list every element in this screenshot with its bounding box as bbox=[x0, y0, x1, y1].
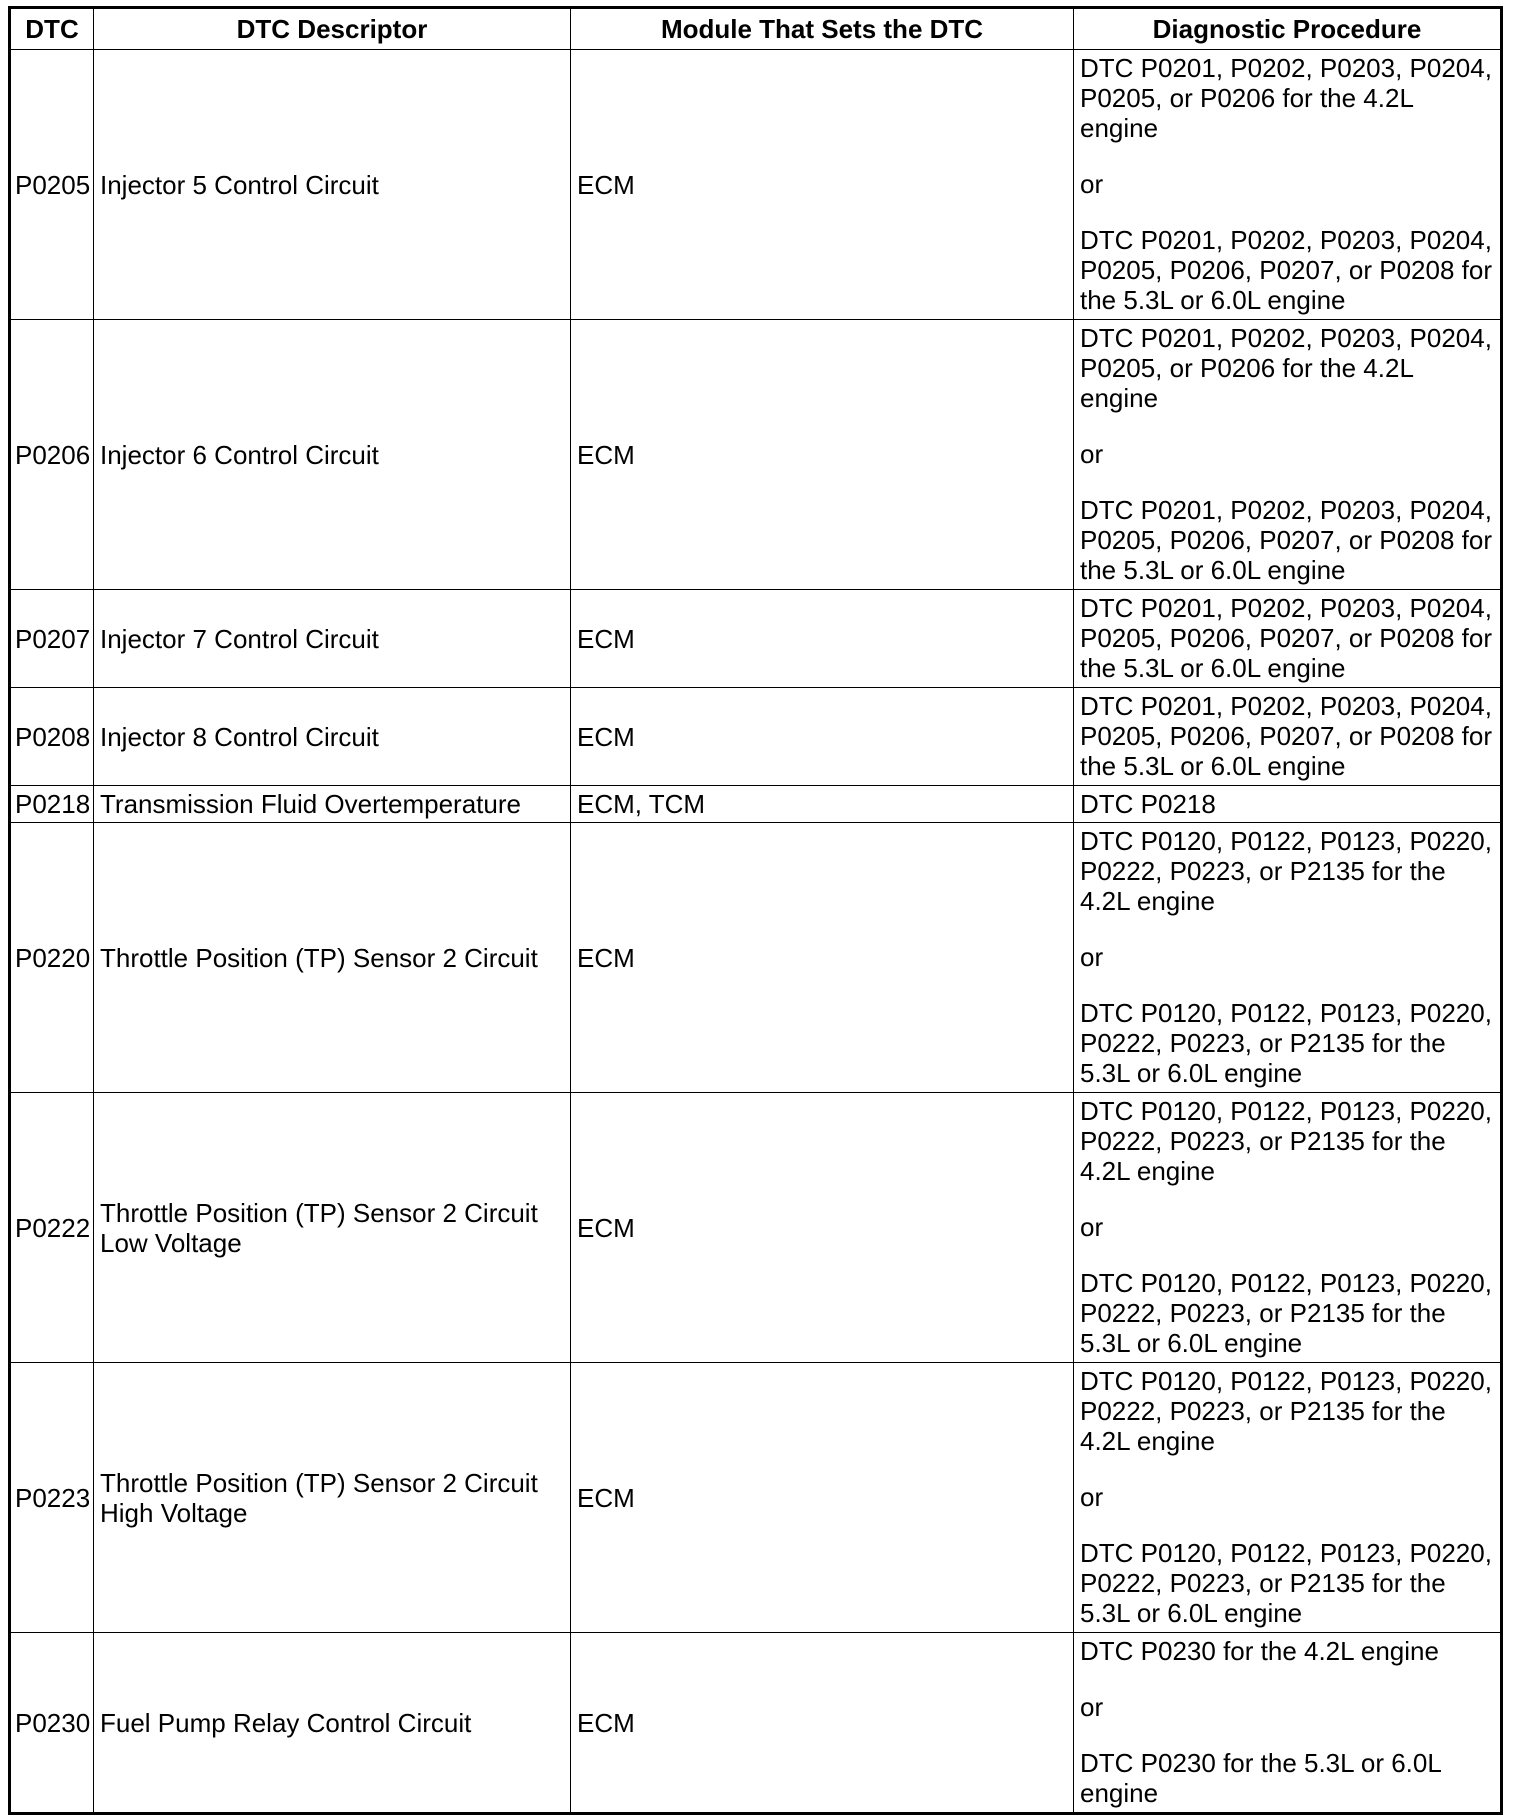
diagnostic-procedure bbox=[1074, 590, 1502, 688]
header-diagnostic-procedure: Diagnostic Procedure bbox=[1074, 8, 1502, 50]
dtc-descriptor: Throttle Position (TP) Sensor 2 Circuit bbox=[94, 823, 571, 1093]
procedure-text: or bbox=[1080, 439, 1104, 469]
procedure-text: DTC P0201, P0202, P0203, P0204, P0205, P0206, P0207, or P0208 for the 5.3L or 6.0L engine bbox=[1080, 225, 1492, 315]
procedure-text: DTC P0120, P0122, P0123, P0220, P0222, P0223, or P2135 for the 5.3L or 6.0L engine bbox=[1080, 1538, 1492, 1628]
table-row bbox=[10, 823, 1502, 1093]
setting-module: ECM bbox=[571, 823, 1074, 1093]
header-dtc: DTC bbox=[10, 8, 94, 50]
table-row bbox=[10, 786, 1502, 823]
procedure-text: DTC P0201, P0202, P0203, P0204, P0205, P0206, P0207, or P0208 for the 5.3L or 6.0L engine bbox=[1080, 691, 1492, 781]
header-dtc-descriptor: DTC Descriptor bbox=[94, 8, 571, 50]
setting-module: ECM bbox=[571, 1363, 1074, 1633]
dtc-descriptor: Injector 8 Control Circuit bbox=[94, 688, 571, 786]
dtc-descriptor: Throttle Position (TP) Sensor 2 Circuit Low Voltage bbox=[94, 1093, 571, 1363]
table-header-row bbox=[10, 8, 1502, 50]
procedure-text: DTC P0201, P0202, P0203, P0204, P0205, P0206, P0207, or P0208 for the 5.3L or 6.0L engine bbox=[1080, 495, 1492, 585]
table-row bbox=[10, 1093, 1502, 1363]
diagnostic-procedure bbox=[1074, 688, 1502, 786]
dtc-descriptor: Fuel Pump Relay Control Circuit bbox=[94, 1633, 571, 1814]
procedure-text: DTC P0218 bbox=[1080, 789, 1216, 819]
setting-module: ECM bbox=[571, 320, 1074, 590]
table-row bbox=[10, 320, 1502, 590]
table-row bbox=[10, 50, 1502, 320]
setting-module: ECM bbox=[571, 1633, 1074, 1814]
dtc-code: P0222 bbox=[10, 1093, 94, 1363]
dtc-code: P0206 bbox=[10, 320, 94, 590]
diagnostic-procedure bbox=[1074, 823, 1502, 1093]
setting-module: ECM bbox=[571, 590, 1074, 688]
dtc-code: P0205 bbox=[10, 50, 94, 320]
dtc-table bbox=[8, 6, 1503, 1815]
procedure-text: DTC P0230 for the 5.3L or 6.0L engine bbox=[1080, 1748, 1441, 1808]
dtc-code: P0230 bbox=[10, 1633, 94, 1814]
table-row bbox=[10, 590, 1502, 688]
procedure-text: DTC P0201, P0202, P0203, P0204, P0205, or P0206 for the 4.2L engine bbox=[1080, 53, 1492, 143]
dtc-code: P0208 bbox=[10, 688, 94, 786]
header-module: Module That Sets the DTC bbox=[571, 8, 1074, 50]
procedure-text: DTC P0120, P0122, P0123, P0220, P0222, P0223, or P2135 for the 4.2L engine bbox=[1080, 826, 1492, 916]
procedure-text: DTC P0120, P0122, P0123, P0220, P0222, P0223, or P2135 for the 5.3L or 6.0L engine bbox=[1080, 998, 1492, 1088]
dtc-code: P0207 bbox=[10, 590, 94, 688]
procedure-text: or bbox=[1080, 1212, 1104, 1242]
procedure-text: DTC P0201, P0202, P0203, P0204, P0205, P0206, P0207, or P0208 for the 5.3L or 6.0L engine bbox=[1080, 593, 1492, 683]
table-row bbox=[10, 1633, 1502, 1814]
table-row bbox=[10, 688, 1502, 786]
dtc-descriptor: Injector 5 Control Circuit bbox=[94, 50, 571, 320]
diagnostic-procedure bbox=[1074, 1093, 1502, 1363]
procedure-text: or bbox=[1080, 942, 1104, 972]
diagnostic-procedure bbox=[1074, 320, 1502, 590]
setting-module: ECM, TCM bbox=[571, 786, 1074, 823]
setting-module: ECM bbox=[571, 688, 1074, 786]
procedure-text: DTC P0120, P0122, P0123, P0220, P0222, P0223, or P2135 for the 5.3L or 6.0L engine bbox=[1080, 1268, 1492, 1358]
diagnostic-procedure bbox=[1074, 50, 1502, 320]
dtc-descriptor: Throttle Position (TP) Sensor 2 Circuit High Voltage bbox=[94, 1363, 571, 1633]
diagnostic-procedure bbox=[1074, 1633, 1502, 1814]
procedure-text: or bbox=[1080, 1692, 1104, 1722]
dtc-descriptor: Transmission Fluid Overtemperature bbox=[94, 786, 571, 823]
dtc-descriptor: Injector 6 Control Circuit bbox=[94, 320, 571, 590]
procedure-text: DTC P0120, P0122, P0123, P0220, P0222, P0223, or P2135 for the 4.2L engine bbox=[1080, 1366, 1492, 1456]
dtc-code: P0223 bbox=[10, 1363, 94, 1633]
procedure-text: or bbox=[1080, 1482, 1104, 1512]
procedure-text: DTC P0230 for the 4.2L engine bbox=[1080, 1636, 1439, 1666]
setting-module: ECM bbox=[571, 50, 1074, 320]
diagnostic-procedure bbox=[1074, 786, 1502, 823]
dtc-code: P0220 bbox=[10, 823, 94, 1093]
procedure-text: DTC P0201, P0202, P0203, P0204, P0205, or P0206 for the 4.2L engine bbox=[1080, 323, 1492, 413]
dtc-code: P0218 bbox=[10, 786, 94, 823]
procedure-text: or bbox=[1080, 169, 1104, 199]
setting-module: ECM bbox=[571, 1093, 1074, 1363]
procedure-text: DTC P0120, P0122, P0123, P0220, P0222, P0223, or P2135 for the 4.2L engine bbox=[1080, 1096, 1492, 1186]
diagnostic-procedure bbox=[1074, 1363, 1502, 1633]
dtc-descriptor: Injector 7 Control Circuit bbox=[94, 590, 571, 688]
table-row bbox=[10, 1363, 1502, 1633]
